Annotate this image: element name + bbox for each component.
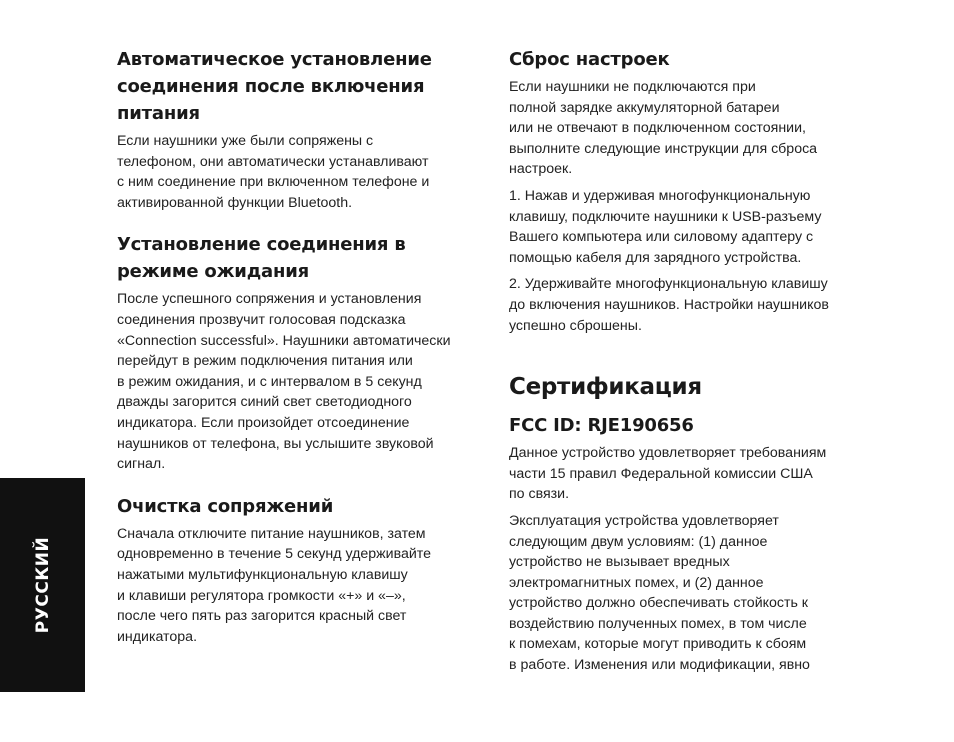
section-clear-pairing [117,493,482,648]
section-title: Установление соединения в режиме ожидания [117,234,406,283]
section-paragraph: Данное устройство удовлетворяет требованиям части 15 правил Федеральной комиссии США по связи. [509,445,827,503]
section-paragraph: 1. Нажав и удерживая многофункциональную клавишу, подключите наушники к USB-разъему Вашего компьютера или силовому адаптеру с помощью кабеля для зарядного устройства. [509,187,822,266]
right-column [509,46,874,682]
certification-heading: Сертификация [509,374,702,401]
section-paragraph: 2. Удерживайте многофункциональную клавишу до включения наушников. Настройки наушников успешно сброшены. [509,276,829,334]
section-title: Сброс настроек [509,49,670,70]
section-paragraph: Сначала отключите питание наушников, затем одновременно в течение 5 секунд удерживайте нажатыми мультифункциональную клавишу и клавиши регулятора громкости «+» и «–», после чего пять раз загорится красный свет индикатора. [117,525,432,645]
section-title: Автоматическое установление соединения после включения питания [117,49,432,124]
left-column [117,46,482,665]
section-title: Очистка сопряжений [117,495,334,517]
section-paragraph: Если наушники не подключаются при полной зарядке аккумуляторной батареи или не отвечают в подключенном состоянии, выполните следующие инструкции для сброса настроек. [509,79,818,178]
section-certification [509,372,874,676]
language-label: РУССКИЙ [32,536,53,634]
section-reset [509,46,874,336]
fcc-id-heading: FCC ID: RJE190656 [509,415,694,437]
section-standby [117,231,482,474]
section-paragraph: Эксплуатация устройства удовлетворяет следующим двум условиям: (1) данное устройство не вызывает вредных электромагнитных помех, и (2) данное устройство должно обеспечивать стойкость к воздействию полученных помех, в том числе к помехам, которые могут приводить к сбоям в работе. Изменения или модификации, явно [509,512,810,674]
section-paragraph: Если наушники уже были сопряжены с телефоном, они автоматически устанавливают с ним соединение при включенном телефоне и активированной функции Bluetooth. [117,133,430,211]
section-auto-connect [117,46,482,213]
section-paragraph: После успешного сопряжения и установления соединения прозвучит голосовая подсказка «Connection successful». Наушники автоматически перейдут в режим подключения питания или в режим ожидания, и с интервалом в 5 секунд дважды загорится синий свет светодиодного индикатора. Если произойдет отсоединение наушников от телефона, вы услышите звуковой сигнал. [117,291,451,473]
language-side-tab [0,478,85,692]
